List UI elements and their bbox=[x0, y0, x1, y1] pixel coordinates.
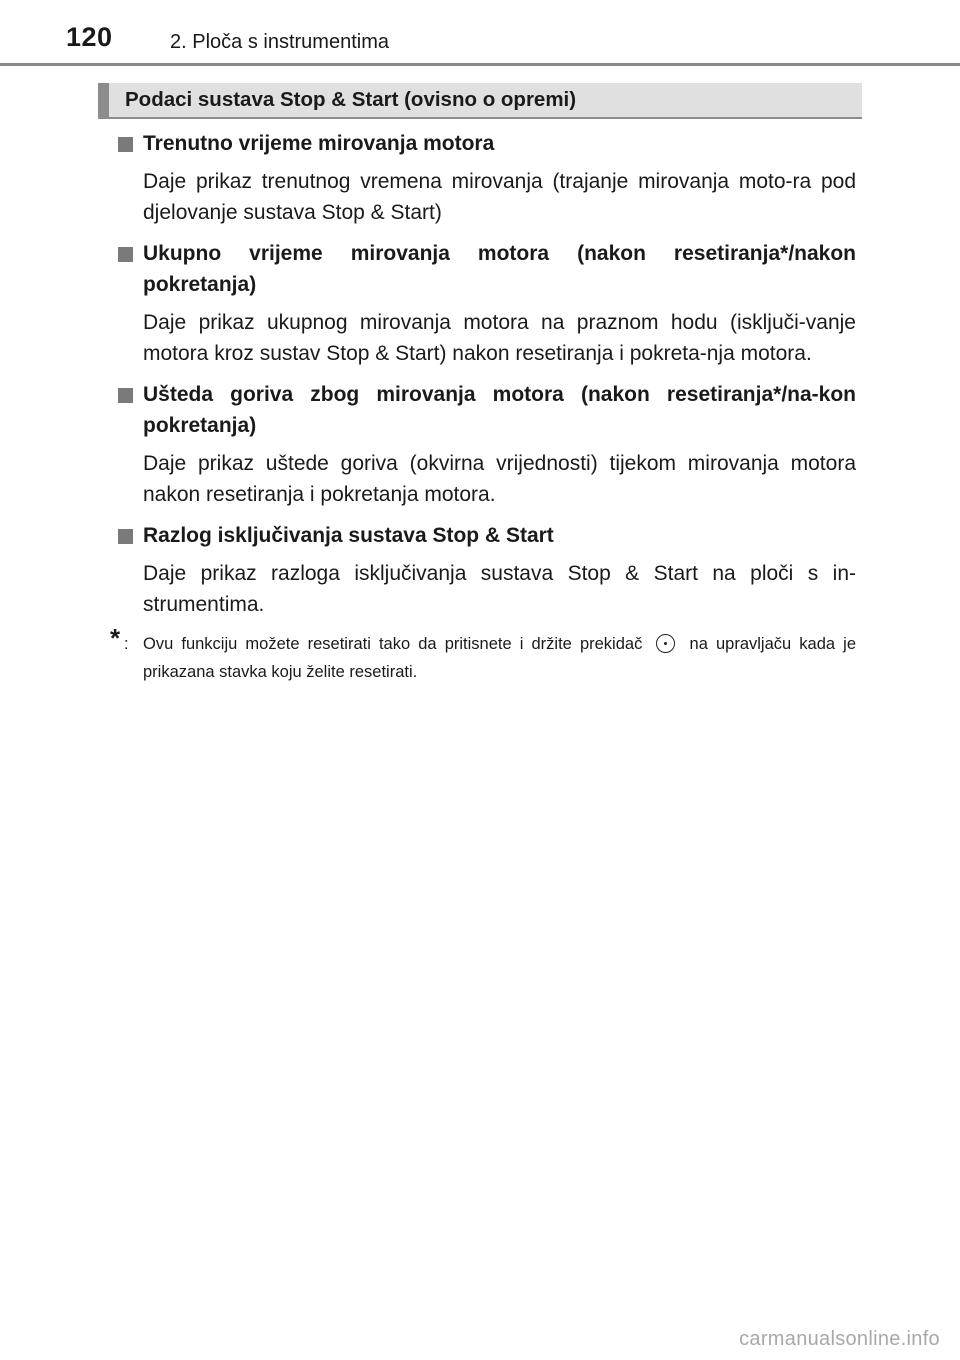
square-bullet-icon bbox=[118, 137, 133, 152]
list-item bbox=[110, 520, 856, 620]
header-divider bbox=[0, 63, 960, 66]
section-title-box bbox=[98, 83, 862, 119]
item-heading: Ušteda goriva zbog mirovanja motora (nakon resetiranja*/na-kon pokretanja) bbox=[110, 379, 856, 441]
footnote-text-start: Ovu funkciju možete resetirati tako da pritisnete i držite prekidač bbox=[143, 635, 643, 653]
square-bullet-icon bbox=[118, 247, 133, 262]
footnote-asterisk: * bbox=[110, 623, 121, 653]
footnote-colon: : bbox=[124, 635, 129, 653]
list-item bbox=[110, 238, 856, 369]
item-description: Daje prikaz uštede goriva (okvirna vrijednosti) tijekom mirovanja motora nakon resetiranja i pokretanja motora. bbox=[143, 452, 856, 506]
footnote-text-end: na upravljaču kada je prikazana stavka koju želite resetirati. bbox=[143, 635, 857, 681]
list-item bbox=[110, 379, 856, 510]
item-description: Daje prikaz trenutnog vremena mirovanja (trajanje mirovanja moto-ra pod djelovanje sustava Stop & Start) bbox=[143, 170, 856, 224]
watermark: carmanualsonline.info bbox=[739, 1328, 940, 1350]
steering-switch-icon bbox=[656, 634, 675, 653]
footnote bbox=[110, 623, 857, 686]
item-description: Daje prikaz razloga isključivanja sustava Stop & Start na ploči s in-strumentima. bbox=[143, 562, 856, 616]
main-content bbox=[110, 128, 856, 686]
item-heading: Razlog isključivanja sustava Stop & Start bbox=[110, 520, 856, 551]
chapter-title: 2. Ploča s instrumentima bbox=[170, 31, 389, 53]
item-heading: Trenutno vrijeme mirovanja motora bbox=[110, 128, 856, 159]
item-description: Daje prikaz ukupnog mirovanja motora na praznom hodu (isključi-vanje motora kroz sustav Stop & Start) nakon resetiranja i pokreta-nja motora. bbox=[143, 311, 856, 365]
page-number: 120 bbox=[66, 22, 113, 52]
square-bullet-icon bbox=[118, 388, 133, 403]
list-item bbox=[110, 128, 856, 228]
section-title: Podaci sustava Stop & Start (ovisno o opremi) bbox=[125, 88, 577, 111]
item-heading: Ukupno vrijeme mirovanja motora (nakon resetiranja*/nakon pokretanja) bbox=[110, 238, 856, 300]
square-bullet-icon bbox=[118, 529, 133, 544]
